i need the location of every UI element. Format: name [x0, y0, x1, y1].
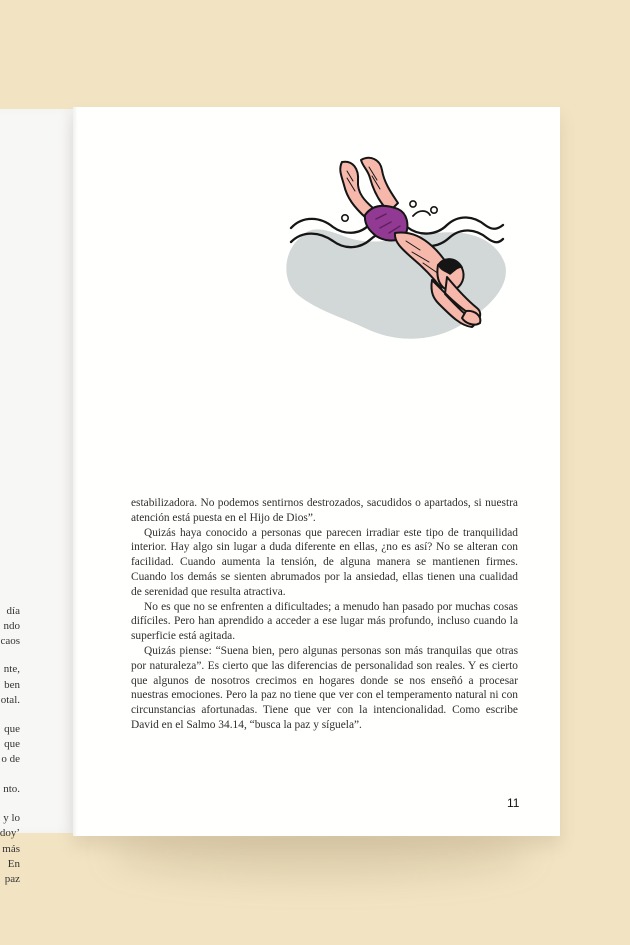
- left-text-fragment: y lo: [3, 812, 20, 824]
- left-text-fragment: doy’: [0, 827, 20, 839]
- left-text-fragment: paz: [4, 873, 20, 885]
- left-text-fragment: ben: [4, 679, 20, 691]
- diving-swimmer-illustration: [281, 155, 506, 345]
- left-text-fragment: nto.: [3, 783, 20, 795]
- left-text-fragment: que: [4, 723, 20, 735]
- paragraph-continuation: estabilizadora. No podemos sentirnos destrozados, sacudidos o apartados, si nuestra atención está puesta en el Hijo de Dios”.: [131, 497, 518, 524]
- water-drop: [431, 207, 437, 213]
- left-text-fragment: que: [4, 738, 20, 750]
- left-text-fragment: nte,: [3, 663, 20, 675]
- left-text-fragment: caos: [0, 635, 20, 647]
- book-spine-shadow: [73, 107, 78, 836]
- left-text-fragment: En: [7, 858, 20, 870]
- left-text-fragment: día: [6, 605, 20, 617]
- paragraph: No es que no se enfrenten a dificultades; a menudo han pasado por muchas cosas difíciles. Pero han aprendido a acceder a ese lugar más profundo, incluso cuando la superficie está agitada.: [131, 600, 518, 643]
- paragraph: Quizás haya conocido a personas que parecen irradiar este tipo de tranquilidad interior. Hay algo sin lugar a duda diferente en ellas, ¿no es así? No se alteran con facilidad. Cuando aumenta la tensión, de alguna manera se mantienen firmes. Cuando los demás se sienten abrumados por la ansiedad, ellas tienen una cualidad de serenidad que resulta atractiva.: [131, 526, 518, 598]
- left-text-fragment: más: [2, 843, 20, 855]
- water-drop: [342, 215, 348, 221]
- left-text-fragment: otal.: [0, 694, 20, 706]
- water-drop: [410, 201, 416, 207]
- page-number: 11: [507, 796, 520, 810]
- paragraph: Quizás piense: “Suena bien, pero algunas personas son más tranquilas que otras por naturaleza”. Es cierto que las diferencias de personalidad son reales. Y es cierto que algunos de nosotros crecimos en hogares donde se nos enseñó a procesar nuestras emociones. Pero la paz no tiene que ver con el temperamento natural ni con circunstancias afortunadas. Tiene que ver con la intencionalidad. Como escribe David en el Salmo 34.14, “busca la paz y síguela”.: [131, 644, 518, 731]
- left-text-fragment: o de: [1, 753, 20, 765]
- left-text-fragment: ndo: [3, 620, 20, 632]
- left-page: [0, 109, 77, 885]
- main-body-text: [131, 496, 518, 733]
